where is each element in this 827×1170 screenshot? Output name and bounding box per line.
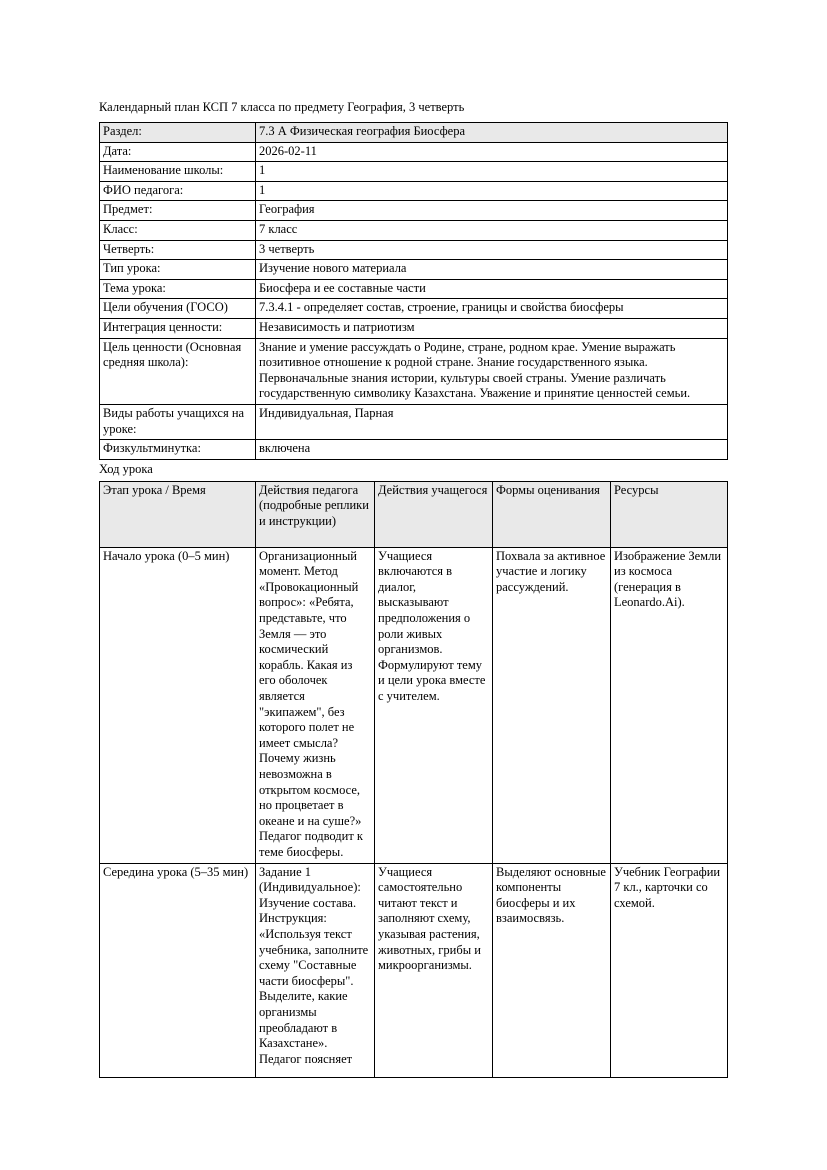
- resources-text: Изображение Земли из космоса (генерация в Leonardo.Ai).: [614, 548, 722, 610]
- table-row: [100, 260, 728, 280]
- info-label: Раздел:: [100, 123, 256, 143]
- info-value: Индивидуальная, Парная: [256, 404, 728, 439]
- assessment-cell: [493, 863, 611, 1077]
- lesson-flow-table: [99, 481, 728, 1078]
- info-value: включена: [256, 440, 728, 460]
- info-value: Биосфера и ее составные части: [256, 279, 728, 299]
- resources-cell: [611, 547, 728, 863]
- info-label: Дата:: [100, 142, 256, 162]
- teacher-actions-text: Организационный момент. Метод «Провокационный вопрос»: «Ребята, представьте, что Земля — это космический корабль. Какая из его оболочек является "экипажем", без которого полет не имеет смысла? Почему жизнь невозможна в открытом космосе, но процветает в океане и на суше?» Педагог подводит к теме биосферы.: [259, 548, 363, 859]
- lesson-info-table: [99, 122, 728, 460]
- info-label: ФИО педагога:: [100, 181, 256, 201]
- info-label: Предмет:: [100, 201, 256, 221]
- student-actions-text: Учащиеся самостоятельно читают текст и заполняют схему, указывая растения, животных, грибы и микроорганизмы.: [378, 864, 481, 973]
- lesson-flow-head: [100, 481, 728, 547]
- page-title: Календарный план КСП 7 класса по предмету География, 3 четверть: [99, 100, 465, 114]
- info-value: Изучение нового материала: [256, 260, 728, 280]
- student-actions-cell: [375, 863, 493, 1077]
- info-value: География: [256, 201, 728, 221]
- resources-text: Учебник Географии 7 кл., карточки со схемой.: [614, 864, 721, 910]
- stage-cell: [100, 863, 256, 1077]
- table-row: [100, 123, 728, 143]
- stage-cell: [100, 547, 256, 863]
- info-label: Физкультминутка:: [100, 440, 256, 460]
- document-content: [99, 98, 727, 1078]
- resources-cell: [611, 863, 728, 1077]
- info-label: Интеграция ценности:: [100, 318, 256, 338]
- info-label: Класс:: [100, 220, 256, 240]
- assessment-text: Похвала за активное участие и логику рассуждений.: [496, 548, 606, 594]
- table-row: [100, 142, 728, 162]
- info-value: 2026-02-11: [256, 142, 728, 162]
- table-header-row: [100, 481, 728, 547]
- lesson-info-body: [100, 123, 728, 460]
- info-label: Наименование школы:: [100, 162, 256, 182]
- table-row: [100, 279, 728, 299]
- table-row: [100, 318, 728, 338]
- section-caption: Ход урока: [99, 461, 153, 476]
- info-value: 1: [256, 162, 728, 182]
- info-value: Независимость и патриотизм: [256, 318, 728, 338]
- student-actions-text: Учащиеся включаются в диалог, высказывают предположения о роли живых организмов. Формулируют тему и цели урока вместе с учителем.: [378, 548, 486, 704]
- teacher-actions-text: Задание 1 (Индивидуальное): Изучение состава. Инструкция: «Используя текст учебника, заполните схему "Составные части биосферы". Выделите, какие организмы преобладают в Казахстане». Педагог поясняет: [259, 864, 369, 1066]
- table-row: [100, 547, 728, 863]
- table-row: [100, 863, 728, 1077]
- info-label: Виды работы учащихся на уроке:: [100, 404, 256, 439]
- info-value: 7.3.4.1 - определяет состав, строение, границы и свойства биосферы: [256, 299, 728, 319]
- column-header-teacher-actions: Действия педагога (подробные реплики и инструкции): [256, 481, 375, 547]
- student-actions-cell: [375, 547, 493, 863]
- table-row: [100, 220, 728, 240]
- column-header-student-actions: Действия учащегося: [375, 481, 493, 547]
- table-row: [100, 201, 728, 221]
- stage-label: Середина урока (5–35 мин): [103, 864, 249, 879]
- info-label: Четверть:: [100, 240, 256, 260]
- lesson-flow-body: [100, 547, 728, 1077]
- column-header-stage: Этап урока / Время: [100, 481, 256, 547]
- info-label: Тип урока:: [100, 260, 256, 280]
- table-row: [100, 404, 728, 439]
- teacher-actions-cell: [256, 863, 375, 1077]
- teacher-actions-cell: [256, 547, 375, 863]
- table-row: [100, 440, 728, 460]
- info-label: Цель ценности (Основная средняя школа):: [100, 338, 256, 404]
- info-value: 7.3 А Физическая география Биосфера: [256, 123, 728, 143]
- info-label: Цели обучения (ГОСО): [100, 299, 256, 319]
- table-row: [100, 240, 728, 260]
- info-label: Тема урока:: [100, 279, 256, 299]
- column-header-assessment-forms: Формы оценивания: [493, 481, 611, 547]
- info-value: 7 класс: [256, 220, 728, 240]
- table-row: [100, 338, 728, 404]
- column-header-resources: Ресурсы: [611, 481, 728, 547]
- table-row: [100, 299, 728, 319]
- info-value: 3 четверть: [256, 240, 728, 260]
- info-value: 1: [256, 181, 728, 201]
- stage-label: Начало урока (0–5 мин): [103, 548, 230, 563]
- assessment-text: Выделяют основные компоненты биосферы и их взаимосвязь.: [496, 864, 606, 926]
- assessment-cell: [493, 547, 611, 863]
- table-row: [100, 162, 728, 182]
- table-row: [100, 181, 728, 201]
- info-value: Знание и умение рассуждать о Родине, стране, родном крае. Умение выражать позитивное отношение к родной стране. Знание государственного языка. Первоначальные знания истории, культуры своей страны. Умение различать государственную символику Казахстана. Уважение и принятие ценностей семьи.: [256, 338, 728, 404]
